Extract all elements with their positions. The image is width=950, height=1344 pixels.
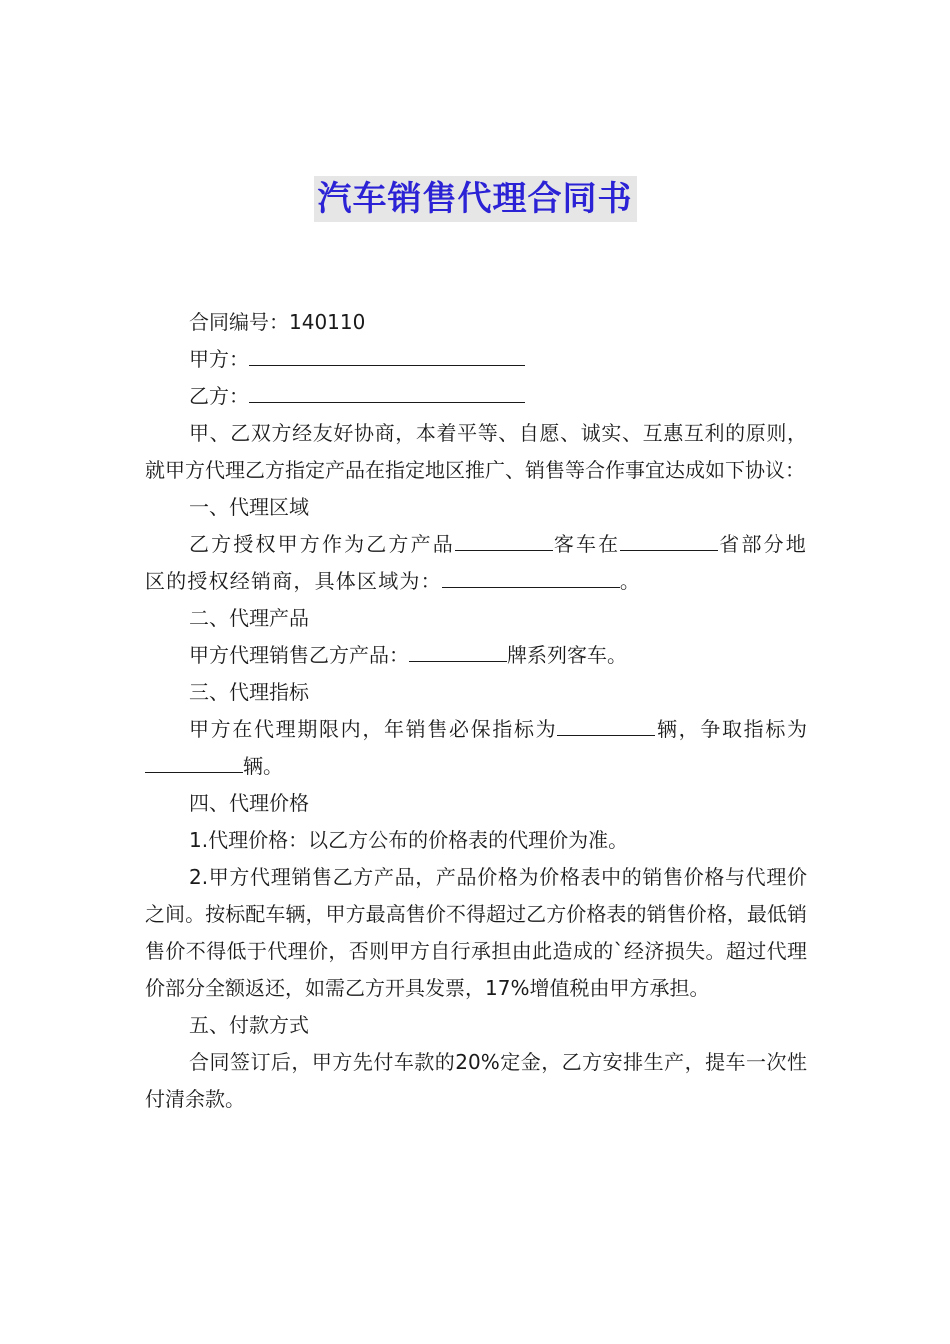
document-title: 汽车销售代理合同书: [314, 176, 637, 222]
party-b-line: [145, 378, 807, 415]
section-2-text-a: 甲方代理销售乙方产品：: [189, 643, 409, 667]
section-4-heading: 四、代理价格: [189, 791, 309, 815]
section-1-text-c: 省部分地区的授权经销商，具体区域为：: [145, 532, 807, 593]
province-blank: [620, 528, 718, 551]
section-3-heading: 三、代理指标: [189, 680, 309, 704]
section-1-heading: 一、代理区域: [189, 495, 309, 519]
section-5-paragraph: 合同签订后，甲方先付车款的20%定金，乙方安排生产，提车一次性付清余款。: [145, 1050, 807, 1111]
section-4-item-2: 2.甲方代理销售乙方产品，产品价格为价格表中的销售价格与代理价之间。按标配车辆，甲方最高售价不得超过乙方价格表的销售价格，最低销售价不得低于代理价，否则甲方自行承担由此造成的`经济损失。超过代理价部分全额返还，如需乙方开具发票，17%增值税由甲方承担。: [145, 865, 807, 1000]
section-3-text-c: 辆。: [243, 754, 283, 778]
brand-blank: [409, 639, 507, 662]
contract-number-value: 140110: [289, 310, 366, 334]
party-b-label: 乙方：: [189, 384, 249, 408]
section-1-paragraph: [145, 526, 807, 600]
section-5-heading: 五、付款方式: [189, 1013, 309, 1037]
region-blank: [442, 565, 620, 588]
section-3-text-a: 甲方在代理期限内，年销售必保指标为: [189, 717, 558, 741]
guaranteed-target-blank: [557, 713, 655, 736]
stretch-target-blank: [145, 750, 243, 773]
section-1-text-d: 。: [619, 569, 642, 593]
section-1-text-a: 乙方授权甲方作为乙方产品: [189, 532, 455, 556]
title-wrap: [0, 176, 950, 222]
section-3-paragraph: [145, 711, 807, 785]
section-1-text-b: 客车在: [552, 532, 621, 556]
party-b-blank: [249, 380, 525, 403]
document-body: [145, 304, 807, 1118]
section-3-text-b: 辆，争取指标为: [655, 717, 808, 741]
section-2-paragraph: [145, 637, 807, 674]
party-a-blank: [249, 343, 525, 366]
party-a-label: 甲方：: [189, 347, 249, 371]
section-4-item-1: 1.代理价格：以乙方公布的价格表的代理价为准。: [189, 828, 629, 852]
section-2-text-b: 牌系列客车。: [507, 643, 627, 667]
section-2-heading: 二、代理产品: [189, 606, 309, 630]
contract-number-label: 合同编号：: [189, 310, 289, 334]
intro-paragraph: 甲、乙双方经友好协商，本着平等、自愿、诚实、互惠互利的原则，就甲方代理乙方指定产品在指定地区推广、销售等合作事宜达成如下协议：: [145, 421, 807, 482]
party-a-line: [145, 341, 807, 378]
product-blank: [455, 528, 553, 551]
contract-number-line: [145, 304, 807, 341]
